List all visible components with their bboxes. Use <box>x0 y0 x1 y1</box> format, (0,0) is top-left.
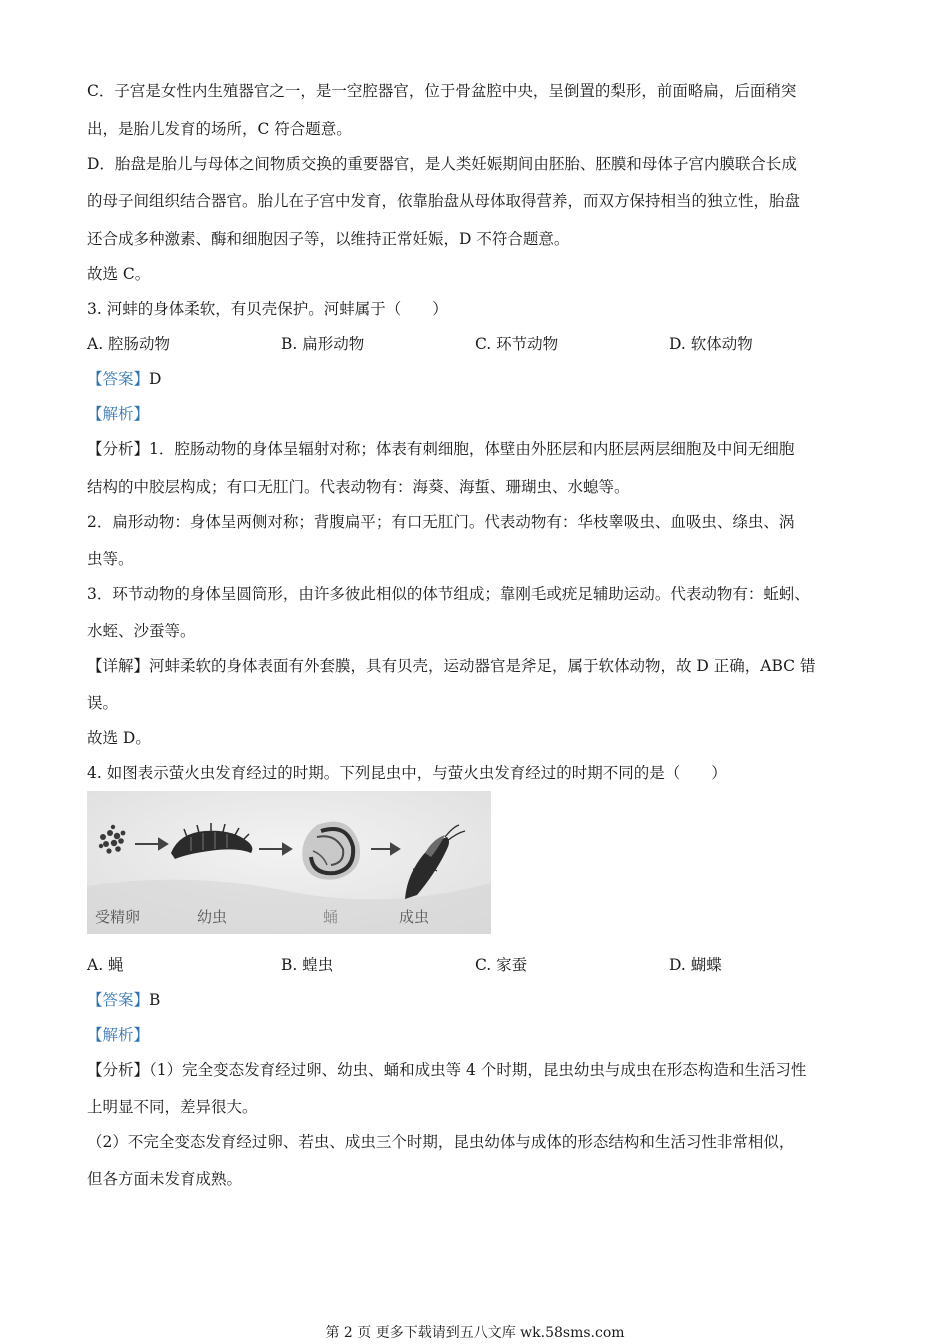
answer-line <box>87 368 161 390</box>
text-line: 的母子间组织结合器官。胎儿在子宫中发育，依靠胎盘从母体取得营养，而双方保持相当的独立性，胎盘 <box>87 192 801 210</box>
option-b: B. 扁形动物 <box>281 335 365 353</box>
lifecycle-illustration <box>87 791 491 934</box>
option-b: B. 蝗虫 <box>281 956 334 974</box>
text-line: 【分析】（1）完全变态发育经过卵、幼虫、蛹和成虫等 4 个时期，昆虫幼虫与成虫在形态构造和生活习性 <box>87 1061 807 1079</box>
option-d: D. 蝴蝶 <box>669 956 722 974</box>
firefly-lifecycle-figure <box>87 791 491 934</box>
option-c: C. 环节动物 <box>475 335 559 353</box>
analysis-heading: 【解析】 <box>87 1026 150 1044</box>
option-d: D. 软体动物 <box>669 335 753 353</box>
option-a: A. 蝇 <box>87 956 124 974</box>
text-line: 出，是胎儿发育的场所，C 符合题意。 <box>87 120 352 138</box>
question-3: 3. 河蚌的身体柔软，有贝壳保护。河蚌属于（ ） <box>87 300 448 318</box>
text-line: 2．扁形动物：身体呈两侧对称；背腹扁平；有口无肛门。代表动物有：华枝睾吸虫、血吸虫、绦虫、涡 <box>87 513 795 531</box>
text-line: 误。 <box>87 694 119 712</box>
text-line: 3．环节动物的身体呈圆筒形，由许多彼此相似的体节组成；靠刚毛或疣足辅助运动。代表动物有：蚯蚓、 <box>87 585 810 603</box>
text-line: C．子宫是女性内生殖器官之一，是一空腔器官，位于骨盆腔中央，呈倒置的梨形，前面略扁，后面稍突 <box>87 82 797 100</box>
page-footer: 第 2 页 更多下载请到五八文库 wk.58sms.com <box>325 1325 625 1341</box>
answer-value: D <box>149 370 162 388</box>
text-line: 【详解】河蚌柔软的身体表面有外套膜，具有贝壳，运动器官是斧足，属于软体动物，故 D 正确，ABC 错 <box>87 657 816 675</box>
answer-line <box>87 989 160 1011</box>
text-line: （2）不完全变态发育经过卵、若虫、成虫三个时期，昆虫幼体与成体的形态结构和生活习性非常相似， <box>87 1133 795 1151</box>
stage-label: 幼虫 <box>197 908 228 926</box>
text-line: 还合成多种激素、酶和细胞因子等，以维持正常妊娠，D 不符合题意。 <box>87 230 570 248</box>
answer-tag: 【答案】 <box>87 370 150 388</box>
text-line: 【分析】1．腔肠动物的身体呈辐射对称；体表有刺细胞，体壁由外胚层和内胚层两层细胞及中间无细胞 <box>87 440 795 458</box>
answer-value: B <box>149 991 161 1009</box>
option-a: A. 腔肠动物 <box>87 335 171 353</box>
answer-tag: 【答案】 <box>87 991 150 1009</box>
question-4: 4. 如图表示萤火虫发育经过的时期。下列昆虫中，与萤火虫发育经过的时期不同的是（ ） <box>87 764 727 782</box>
analysis-heading: 【解析】 <box>87 405 150 423</box>
stage-label: 成虫 <box>399 908 430 926</box>
text-line: 上明显不同，差异很大。 <box>87 1098 258 1116</box>
text-line: D．胎盘是胎儿与母体之间物质交换的重要器官，是人类妊娠期间由胚胎、胚膜和母体子宫内膜联合长成 <box>87 155 797 173</box>
text-line: 结构的中胶层构成；有口无肛门。代表动物有：海葵、海蜇、珊瑚虫、水螅等。 <box>87 478 630 496</box>
text-line: 但各方面未发育成熟。 <box>87 1170 243 1188</box>
text-line: 虫等。 <box>87 550 134 568</box>
stage-label: 受精卵 <box>95 908 141 926</box>
option-c: C. 家蚕 <box>475 956 528 974</box>
text-line: 故选 D。 <box>87 729 151 747</box>
text-line: 水蛭、沙蚕等。 <box>87 622 196 640</box>
stage-label: 蛹 <box>323 908 339 926</box>
text-line: 故选 C。 <box>87 265 151 283</box>
